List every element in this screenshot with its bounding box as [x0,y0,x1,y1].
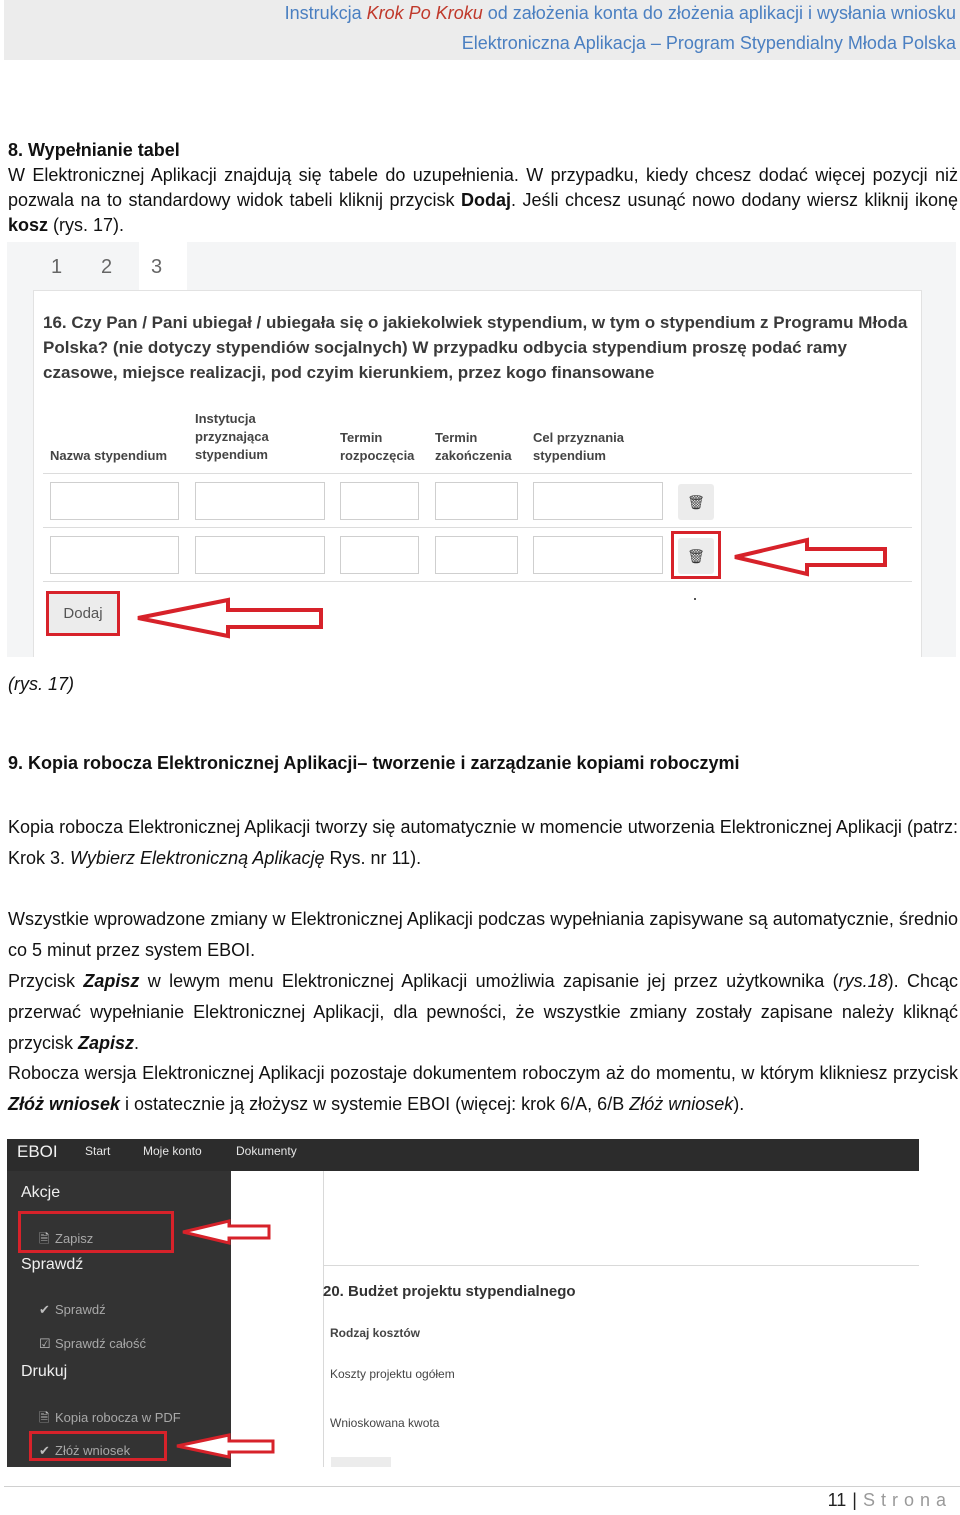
arrow-to-zloz [177,1435,273,1457]
col-text: rozpoczęcia [340,448,415,463]
section-8-heading-text: 8. Wypełnianie tabel [8,140,180,160]
para-italic: rys.18 [838,971,888,991]
page-footer [828,1490,952,1511]
label-wnioskowana-kwota: Wnioskowana kwota [330,1416,440,1430]
sidebar-section-sprawdz: Sprawdź [21,1256,84,1273]
col-text: stypendium [195,447,268,462]
para-bold-kosz: kosz [8,215,49,235]
sidebar-item-label: Zapisz [55,1231,94,1246]
page-header [4,0,960,60]
tab-2[interactable]: 2 [101,256,113,278]
para-text: Rys. nr 11). [324,848,422,868]
sidebar-section-akcje: Akcje [21,1184,61,1201]
col-text: zakończenia [435,448,512,463]
section-9-paragraph-3 [8,966,958,1059]
col-text: przyznająca [195,429,269,444]
para-bold-italic: Zapisz [83,971,140,991]
section-9-paragraph-1 [8,812,958,874]
trash-icon[interactable]: 🗑 [678,538,714,574]
question-16: 16. Czy Pan / Pani ubiegał / ubiegała się o jakiekolwiek stypendium, w tym o stypendium z Programu Młoda Polska? (nie dotyczy stypendiów socjalnych) W przypadku odbycia stypendium proszę podać ramy czasowe, miejsce realizacji, pod czyim kierunkiem, przez kogo finansowane [43,313,908,382]
add-button[interactable]: Dodaj [46,591,120,636]
check-circle-icon: ✔ [39,1443,50,1458]
figure-17-caption: (rys. 17) [8,674,75,694]
para-bold-italic: Zapisz [78,1033,135,1053]
para-text: w lewym menu Elektronicznej Aplikacji umożliwia zapisanie jej przez użytkownika ( [139,971,839,991]
pdf-icon: 🗎 [39,1410,50,1425]
col-text: Cel przyznania [533,430,625,445]
content-divider [323,1265,919,1266]
section-9-paragraph-2: Wszystkie wprowadzone zmiany w Elektronicznej Aplikacji podczas wypełniania zapisywane są automatycznie, średnio co 5 minut przez system EBOI. [8,909,958,960]
col-text: Termin [435,430,478,445]
para-text: . [134,1033,140,1053]
check-square-icon: ☑ [39,1336,51,1351]
header-text-end: od założenia konta do złożenia aplikacji i wysłania wniosku [482,3,956,23]
para-text: ). Chcąc przerwać wypełnianie Elektronicznej Aplikacji, dla pewności, że wszystkie zmiany zostały zapisane należy kliknąć przycisk [8,971,958,1053]
nav-start[interactable]: Start [85,1144,111,1158]
figure-18-eboi-screenshot [7,1139,919,1467]
para-text: ). [733,1094,745,1114]
input-placeholder-strip [331,1457,391,1467]
arrow-to-dodaj [138,600,321,636]
para-italic: Wybierz Elektroniczną Aplikację [70,848,325,868]
trash-icon[interactable]: 🗑 [678,484,714,520]
figure-17-table-screenshot [7,242,956,657]
arrow-to-zapisz [183,1221,269,1243]
para-text: . Jeśli chcesz usunąć nowo dodany wiersz kliknij ikonę [511,190,958,210]
arrow-to-trash [735,540,885,574]
col-text: Termin [340,430,383,445]
footer-strona: Strona [862,1490,952,1510]
para-text: Przycisk [8,971,84,991]
nav-dokumenty[interactable]: Dokumenty [236,1144,297,1158]
section-8-heading [8,138,180,163]
col-text: Instytucja [195,411,256,426]
para-text: i ostatecznie ją złożysz w systemie EBOI (więcej: krok 6/A, 6/B [120,1094,630,1114]
sidebar-item-label: Złóż wniosek [55,1443,131,1458]
para-bold-dodaj: Dodaj [460,190,511,210]
brand-logo[interactable]: EBOI [17,1142,58,1161]
para-text: (rys. 17). [48,215,125,235]
nav-moje-konto[interactable]: Moje konto [143,1144,202,1158]
label-rodzaj-kosztow: Rodzaj kosztów [330,1326,421,1340]
header-text: Instrukcja [284,3,367,23]
tab-3[interactable]: 3 [151,256,163,278]
section-9-heading [8,751,740,776]
file-icon: 🗎 [39,1231,50,1246]
col-nazwa: Nazwa stypendium [50,448,168,463]
para-text: Robocza wersja Elektronicznej Aplikacji pozostaje dokumentem roboczym aż do momentu, w którym klikniesz przycisk [8,1063,958,1083]
annotation-arrows [7,1139,919,1467]
para-text: W Elektronicznej Aplikacji znajdują się tabele do uzupełnienia. W przypadku, kiedy chcesz dodać więcej pozycji niż pozwala na to standardowy widok tabeli kliknij przycisk [8,165,958,210]
header-line-2: Elektroniczna Aplikacja – Program Stypendialny Młoda Polska [461,33,956,53]
check-icon: ✔ [39,1302,50,1317]
header-line-1 [285,3,956,24]
para-italic: Złóż wniosek [629,1094,734,1114]
col-text: stypendium [533,448,606,463]
sidebar-item-label: Sprawdź [55,1302,106,1317]
section-20-title: 20. Budżet projektu stypendialnego [323,1283,576,1300]
sidebar-section-drukuj: Drukuj [21,1363,68,1380]
para-bold-italic: Złóż wniosek [8,1094,121,1114]
para-text: Kopia robocza Elektronicznej Aplikacji tworzy się automatycznie w momencie utworzenia Elektronicznej Aplikacji (patrz: Krok 3. [8,817,958,868]
section-9-paragraph-4 [8,1058,958,1120]
label-koszty-ogolem: Koszty projektu ogółem [330,1367,455,1381]
tab-1[interactable]: 1 [51,256,63,278]
footer-separator: | [852,1490,857,1510]
page-number: 11 [827,1490,847,1510]
section-8-paragraph [8,163,958,238]
content-left-border [323,1171,324,1467]
section-9-heading-text: 9. Kopia robocza Elektronicznej Aplikacji– tworzenie i zarządzanie kopiami roboczymi [8,753,740,773]
header-red-text: Krok Po Kroku [366,3,483,23]
sidebar-item-label: Sprawdź całość [55,1336,147,1351]
sidebar-item-label: Kopia robocza w PDF [55,1410,181,1425]
footer-divider [4,1486,960,1487]
annotation-arrows [7,242,956,657]
